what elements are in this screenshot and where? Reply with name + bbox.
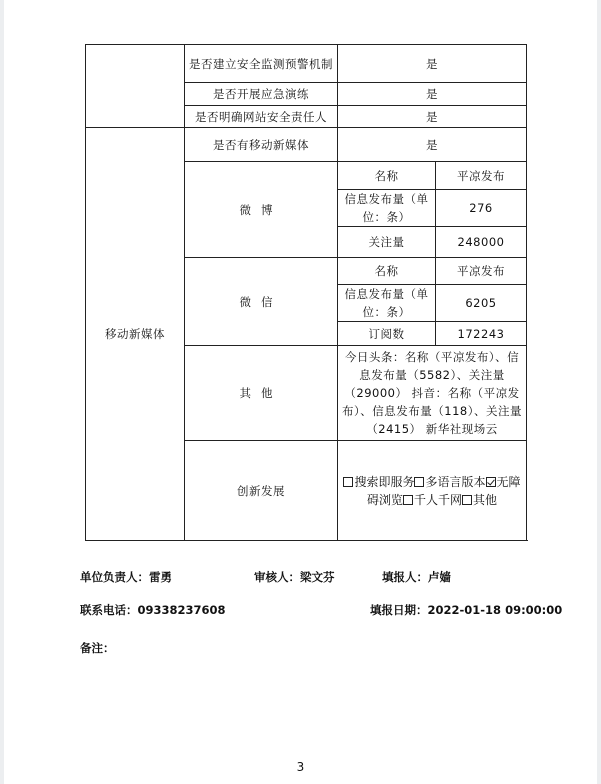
wechat-label: 微信 [185, 258, 338, 346]
weibo-name-value: 平凉发布 [436, 162, 527, 190]
wechat-subs-label: 订阅数 [338, 322, 436, 346]
innovation-label: 创新发展 [185, 441, 338, 541]
document-page [4, 0, 597, 784]
checkbox-other[interactable] [462, 495, 472, 505]
contact-phone: 联系电话：09338237608 [80, 603, 226, 617]
option-search-service[interactable]: 搜索即服务 [343, 475, 414, 489]
option-multi-language[interactable]: 多语言版本 [414, 475, 485, 489]
weibo-follow-label: 关注量 [338, 227, 436, 258]
filler: 填报人：卢嫱 [382, 570, 451, 584]
page-number: 3 [296, 760, 305, 774]
weibo-posts-label: 信息发布量（单位：条） [338, 190, 436, 227]
other-media-label: 其他 [185, 346, 338, 441]
security-section-cell [86, 45, 185, 128]
has-mobile-media-value: 是 [338, 128, 527, 162]
option-other[interactable]: 其他 [462, 493, 497, 507]
innovation-options [338, 441, 527, 541]
reviewer: 审核人：梁文芬 [254, 570, 335, 584]
wechat-posts-label: 信息发布量（单位：条） [338, 285, 436, 322]
remarks: 备注： [80, 641, 115, 655]
emergency-drill-value: 是 [338, 83, 527, 106]
wechat-name-label: 名称 [338, 258, 436, 285]
checkbox-multi-language[interactable] [414, 477, 424, 487]
unit-head: 单位负责人：雷勇 [80, 570, 172, 584]
checkbox-search-service[interactable] [343, 477, 353, 487]
monitoring-warning-value: 是 [338, 45, 527, 83]
wechat-posts-value: 6205 [436, 285, 527, 322]
security-officer-value: 是 [338, 106, 527, 128]
security-officer-label: 是否明确网站安全责任人 [185, 106, 338, 128]
option-personalized[interactable]: 千人千网 [403, 493, 462, 507]
weibo-name-label: 名称 [338, 162, 436, 190]
other-media-text: 今日头条：名称（平凉发布）、信息发布量（5582）、关注量（29000） 抖音：名称（平凉发布）、信息发布量（118）、关注量（2415） 新华社现场云 [338, 346, 527, 441]
checkbox-personalized[interactable] [403, 495, 413, 505]
monitoring-warning-label: 是否建立安全监测预警机制 [185, 45, 338, 83]
fill-date: 填报日期：2022-01-18 09:00:00 [370, 603, 563, 617]
report-table [85, 44, 527, 541]
checkbox-accessibility[interactable] [486, 477, 496, 487]
mobile-media-section-label: 移动新媒体 [86, 128, 185, 541]
wechat-subs-value: 172243 [436, 322, 527, 346]
weibo-label: 微博 [185, 162, 338, 258]
emergency-drill-label: 是否开展应急演练 [185, 83, 338, 106]
weibo-follow-value: 248000 [436, 227, 527, 258]
wechat-name-value: 平凉发布 [436, 258, 527, 285]
option-accessibility[interactable]: 无障碍浏览 [366, 474, 521, 507]
has-mobile-media-label: 是否有移动新媒体 [185, 128, 338, 162]
weibo-posts-value: 276 [436, 190, 527, 227]
